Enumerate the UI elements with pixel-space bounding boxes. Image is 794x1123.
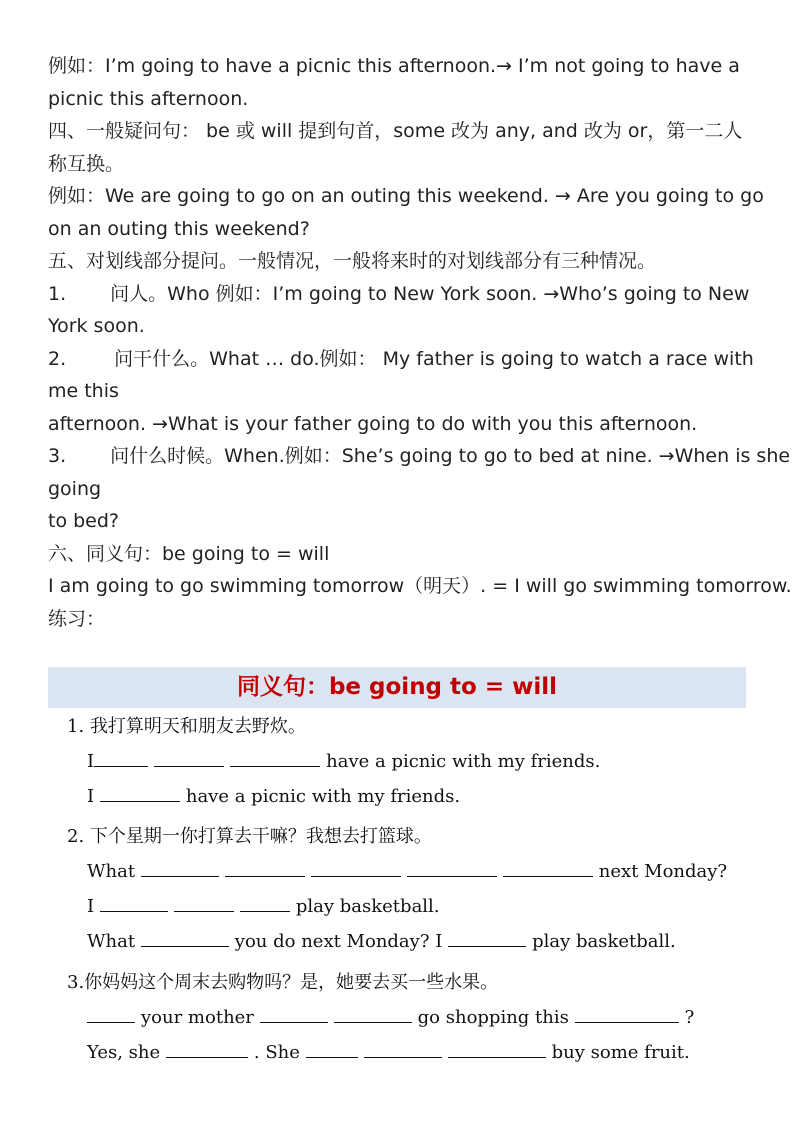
item-3-text: 问什么时候。When.例如：She’s going to go to bed at nine. →When is she	[110, 445, 791, 467]
word: Yes, she	[87, 1042, 161, 1063]
blank[interactable]	[364, 1043, 442, 1058]
section-banner	[48, 667, 746, 708]
word: next Monday?	[598, 861, 728, 882]
word: you do next Monday? I	[234, 931, 443, 952]
exercise-3-line-1	[67, 1000, 754, 1035]
blank[interactable]	[448, 932, 526, 947]
item-1-text: 问人。Who 例如：I’m going to New York soon. →Who’s going to New	[110, 282, 750, 305]
word: What	[87, 861, 136, 882]
blank[interactable]	[94, 752, 148, 767]
example-intro-continuation: picnic this afternoon.	[48, 87, 249, 110]
word: play basketball.	[295, 896, 440, 917]
blank[interactable]	[260, 1008, 328, 1023]
word: I	[87, 786, 95, 807]
exercise-2	[67, 819, 754, 959]
banner-title: 同义句：be going to = will	[236, 674, 558, 700]
blank[interactable]	[407, 862, 497, 877]
blank[interactable]	[306, 1043, 358, 1058]
blank[interactable]	[225, 862, 305, 877]
word: . She	[253, 1042, 300, 1063]
blank[interactable]	[87, 1008, 135, 1023]
blank[interactable]	[100, 897, 168, 912]
exercise-1-line-2	[67, 779, 754, 814]
item-2-number: 2.	[48, 347, 67, 370]
exercise-2-prompt: 2. 下个星期一你打算去干嘛？我想去打篮球。	[67, 826, 432, 847]
word: buy some fruit.	[551, 1042, 690, 1063]
section-4-example: 例如：We are going to go on an outing this weekend. → Are you going to go	[48, 185, 764, 207]
section-4-heading-cont: 称互换。	[48, 152, 125, 175]
blank[interactable]	[311, 862, 401, 877]
section-5-heading: 五、对划线部分提问。一般情况，一般将来时的对划线部分有三种情况。	[48, 250, 657, 272]
grammar-notes	[48, 50, 792, 635]
exercise-3-prompt: 3.你妈妈这个周末去购物吗？是，她要去买一些水果。	[67, 972, 499, 993]
word: ?	[684, 1007, 695, 1028]
blank[interactable]	[174, 897, 234, 912]
item-2-cont-2: afternoon. →What is your father going to do with you this afternoon.	[48, 412, 698, 435]
word: have a picnic with my friends.	[185, 786, 461, 807]
blank[interactable]	[100, 787, 180, 802]
exercise-2-line-1	[67, 854, 754, 889]
section-4-heading: 四、一般疑问句： be 或 will 提到句首，some 改为 any, and 改为 or，第一二人	[48, 120, 743, 142]
practice-label: 练习：	[48, 607, 106, 630]
item-1-line	[48, 278, 750, 311]
item-3-number: 3.	[48, 445, 67, 467]
section-4-example-cont: on an outing this weekend?	[48, 217, 310, 240]
item-2-line	[48, 343, 754, 376]
exercise-2-line-2	[67, 889, 754, 924]
item-3-cont-2: to bed?	[48, 510, 120, 532]
blank[interactable]	[448, 1043, 546, 1058]
exercise-1	[67, 709, 754, 814]
item-1-number: 1.	[48, 282, 67, 305]
blank[interactable]	[154, 752, 224, 767]
blank[interactable]	[575, 1008, 679, 1023]
item-1-cont: York soon.	[48, 315, 145, 337]
exercise-1-prompt: 1. 我打算明天和朋友去野炊。	[67, 716, 306, 737]
word: I	[87, 751, 95, 772]
section-6-heading: 六、同义句：be going to = will	[48, 542, 330, 565]
word: have a picnic with my friends.	[326, 751, 601, 772]
item-3-cont: going	[48, 477, 102, 500]
word: I	[87, 896, 95, 917]
example-intro-line: 例如：I’m going to have a picnic this afternoon.→ I’m not going to have a	[48, 55, 740, 77]
word: your mother	[141, 1007, 254, 1028]
blank[interactable]	[503, 862, 593, 877]
blank[interactable]	[141, 862, 219, 877]
exercise-3-line-2	[67, 1035, 754, 1070]
word: play basketball.	[532, 931, 676, 952]
blank[interactable]	[334, 1008, 412, 1023]
item-2-cont: me this	[48, 380, 119, 402]
item-2-text: 问干什么。What … do.例如： My father is going to watch a race with	[114, 347, 754, 370]
exercise-2-line-3	[67, 924, 754, 959]
word: go shopping this	[417, 1007, 569, 1028]
exercise-3	[67, 965, 754, 1070]
exercise-1-line-1	[67, 744, 754, 779]
blank[interactable]	[141, 932, 229, 947]
section-6-example: I am going to go swimming tomorrow（明天）. = I will go swimming tomorrow.	[48, 575, 792, 597]
blank[interactable]	[240, 897, 290, 912]
item-3-line	[48, 440, 791, 473]
blank[interactable]	[230, 752, 320, 767]
word: What	[87, 931, 136, 952]
blank[interactable]	[166, 1043, 248, 1058]
